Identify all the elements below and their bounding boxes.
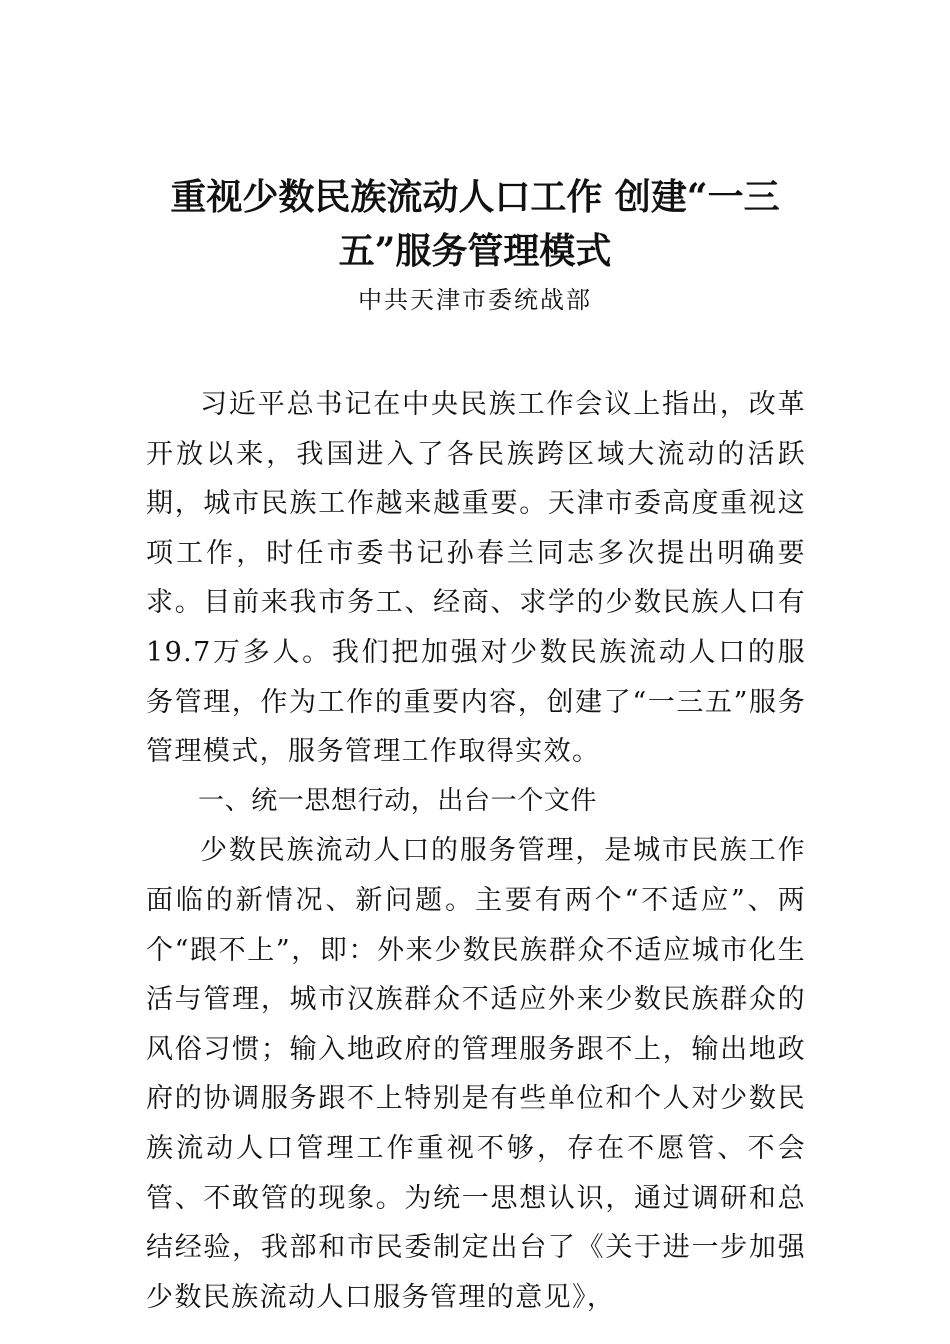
section-paragraph: 少数民族流动人口的服务管理，是城市民族工作面临的新情况、新问题。主要有两个“不适应”、两个“跟不上”，即：外来少数民族群众不适应城市化生活与管理，城市汉族群众不适应外来少数民族群众的风俗习惯；输入地政府的管理服务跟不上，输出地政府的协调服务跟不上特别是有些单位和个人对少数民族流动人口管理工作重视不够，存在不愿管、不会管、不敢管的现象。为统一思想认识，通过调研和总结经验，我部和市民委制定出台了《关于进一步加强少数民族流动人口服务管理的意见》，	[146, 835, 806, 1313]
document-author: 中共天津市委统战部	[358, 286, 592, 314]
document-body	[146, 380, 806, 1322]
section-heading: 一、统一思想行动，出台一个文件	[198, 785, 598, 816]
document-title: 重视少数民族流动人口工作 创建“一三五”服务管理模式	[170, 176, 780, 272]
intro-paragraph: 习近平总书记在中央民族工作会议上指出，改革开放以来，我国进入了各民族跨区域大流动的活跃期，城市民族工作越来越重要。天津市委高度重视这项工作，时任市委书记孙春兰同志多次提出明确要求。目前来我市务工、经商、求学的少数民族人口有19.7万多人。我们把加强对少数民族流动人口的服务管理，作为工作的重要内容，创建了“一三五”服务管理模式，服务管理工作取得实效。	[146, 389, 806, 768]
